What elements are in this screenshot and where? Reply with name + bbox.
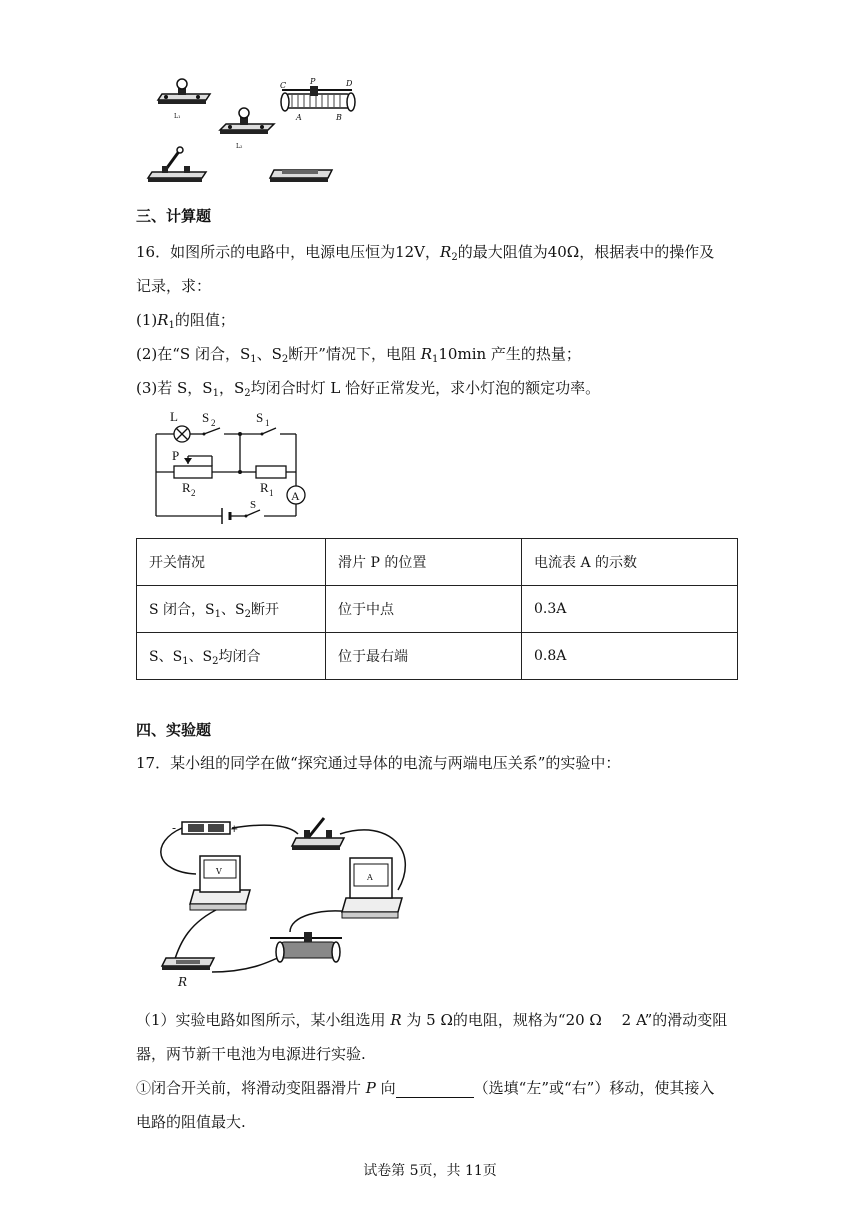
answer-blank[interactable] xyxy=(396,1083,474,1098)
var-r: R xyxy=(390,1011,402,1029)
var-r: R xyxy=(420,345,433,363)
q16-item2 xyxy=(136,344,581,370)
cell-text: 、S xyxy=(221,601,245,618)
sub: 2 xyxy=(212,655,219,667)
q16-text: 10min 产生的热量； xyxy=(438,345,581,363)
q17-p2-line2: 电路的阻值最大. xyxy=(136,1113,246,1131)
label-l2: L₂ xyxy=(236,143,243,150)
var-r: R xyxy=(157,311,169,329)
table-cell: 0.3A xyxy=(522,586,738,633)
q17-text: ①闭合开关前，将滑动变阻器滑片 xyxy=(136,1079,366,1097)
section-heading-4: 四、实验题 xyxy=(136,721,212,739)
label-s1: S xyxy=(256,410,264,425)
q17-line1: 17．某小组的同学在做“探究通过导体的电流与两端电压关系”的实验中： xyxy=(136,754,621,772)
cell-text: S、S xyxy=(149,648,183,665)
label-l1: L₁ xyxy=(174,113,181,120)
ammeter-icon xyxy=(342,858,402,918)
label-b: B xyxy=(336,113,342,122)
q16-text: (2)在“S 闭合，S xyxy=(136,345,251,363)
table-cell xyxy=(137,586,326,633)
apparatus-figure xyxy=(140,74,370,190)
q17-text: （选填“左”或“右”）移动，使其接入 xyxy=(473,1079,715,1097)
var-r: R xyxy=(440,243,452,261)
label-p: P xyxy=(310,77,316,86)
cell-text: S 闭合，S xyxy=(149,601,215,618)
label-s2: S xyxy=(202,410,210,425)
experiment-figure xyxy=(150,812,430,988)
label-r1: R xyxy=(260,480,269,495)
bulb-l1-icon xyxy=(158,79,210,104)
label-s2-sub: 2 xyxy=(211,418,216,428)
svg-text:+: + xyxy=(230,824,239,835)
label-r1-sub: 1 xyxy=(269,488,274,498)
sub: 2 xyxy=(244,608,251,620)
table-cell: 位于中点 xyxy=(326,586,522,633)
q16-line2: 记录，求： xyxy=(136,277,212,295)
cell-text: 、S xyxy=(188,648,213,665)
sub: 1 xyxy=(182,655,189,667)
q16-line1 xyxy=(136,242,714,268)
voltmeter-icon xyxy=(190,856,250,910)
table-row xyxy=(137,586,738,633)
svg-text:A: A xyxy=(367,873,373,882)
circuit-diagram xyxy=(150,408,320,526)
label-r2: R xyxy=(182,480,191,495)
label-r: R xyxy=(178,975,188,988)
q17-p2-line1 xyxy=(136,1078,714,1098)
var-p: P xyxy=(365,1079,376,1097)
q16-text: 的阻值； xyxy=(174,311,235,329)
label-c: C xyxy=(280,81,287,90)
cell-text: 均闭合 xyxy=(218,648,261,665)
q16-text: ，S xyxy=(218,379,245,397)
label-ammeter-a: A xyxy=(291,489,300,503)
battery-pack-icon xyxy=(172,821,238,835)
sub: 1 xyxy=(168,320,175,331)
q17-text: （1）实验电路如图所示，某小组选用 xyxy=(136,1011,391,1029)
table-header-cell: 开关情况 xyxy=(137,539,326,586)
table-header-cell: 电流表 A 的示数 xyxy=(522,539,738,586)
label-p: P xyxy=(172,448,180,463)
label-d: D xyxy=(346,79,353,88)
q16-item3 xyxy=(136,378,600,404)
table-header-row xyxy=(137,539,738,586)
q17-text: 向 xyxy=(375,1079,396,1097)
table-header-cell: 滑片 P 的位置 xyxy=(326,539,522,586)
switch-icon xyxy=(148,147,206,182)
sub: 1 xyxy=(250,354,257,365)
q16-item1 xyxy=(136,310,235,336)
sub: 2 xyxy=(281,354,289,365)
table-row xyxy=(137,633,738,680)
q17-p1-line2: 器，两节新干电池为电源进行实验. xyxy=(136,1045,366,1063)
battery-icon xyxy=(270,170,332,182)
q16-text: 、S xyxy=(256,345,282,363)
resistor-r-icon xyxy=(162,958,214,970)
sub: 1 xyxy=(214,608,222,620)
q16-text: (3)若 S，S xyxy=(136,379,213,397)
q17-text: 为 5 Ω的电阻，规格为“20 Ω 2 A”的滑动变阻 xyxy=(401,1011,728,1029)
sub: 1 xyxy=(432,354,439,365)
label-lamp-l: L xyxy=(170,409,178,424)
table-cell: 位于最右端 xyxy=(326,633,522,680)
label-s1-sub: 1 xyxy=(265,418,270,428)
label-r2-sub: 2 xyxy=(191,488,196,498)
label-a: A xyxy=(296,113,302,122)
table-cell: 0.8A xyxy=(522,633,738,680)
data-table xyxy=(136,538,738,680)
q16-text: 16．如图所示的电路中，电源电压恒为12V， xyxy=(136,243,441,261)
q17-p1-line1 xyxy=(136,1010,727,1030)
section-heading-3: 三、计算题 xyxy=(136,207,212,225)
svg-text:V: V xyxy=(216,867,222,876)
rheostat-icon xyxy=(281,86,355,111)
svg-text:-: - xyxy=(172,821,177,835)
sub: 2 xyxy=(451,252,458,263)
switch-icon xyxy=(292,818,344,850)
q16-text: 断开”情况下，电阻 xyxy=(288,345,421,363)
rheostat-icon xyxy=(270,932,342,962)
cell-text: 断开 xyxy=(250,601,279,618)
q16-text: 均闭合时灯 L 恰好正常发光，求小灯泡的额定功率。 xyxy=(250,379,601,397)
sub: 2 xyxy=(244,388,251,399)
sub: 1 xyxy=(212,388,219,399)
bulb-l2-icon xyxy=(220,108,274,134)
page-footer: 试卷第 5页，共 11页 xyxy=(363,1163,497,1179)
q16-text: 的最大阻值为40Ω，根据表中的操作及 xyxy=(457,243,715,261)
table-cell xyxy=(137,633,326,680)
q16-text: (1) xyxy=(136,311,158,329)
label-switch-s: S xyxy=(250,499,257,511)
